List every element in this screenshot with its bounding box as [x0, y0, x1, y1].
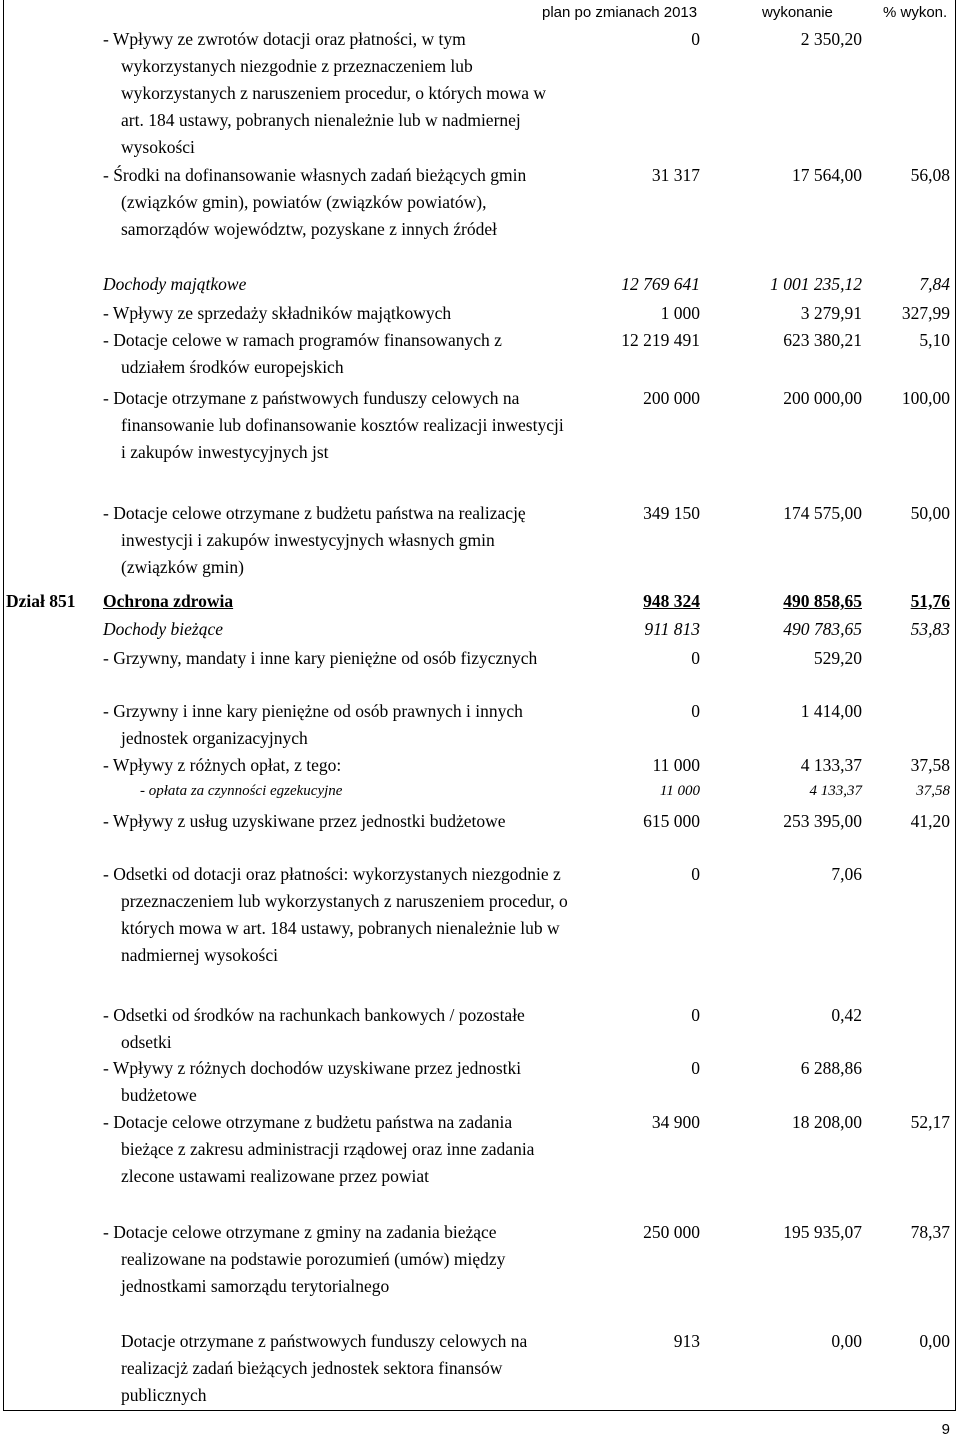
wykonanie-value: 7,06 — [831, 864, 862, 884]
plan-value: 31 317 — [651, 165, 700, 185]
plan-value: 0 — [691, 701, 700, 721]
row-text: Dotacje celowe otrzymane z gminy na zadania bieżące realizowane na podstawie porozumień (umów) między jednostkami samorządu terytorialnego — [113, 1222, 506, 1296]
row-text: Dochody majątkowe — [103, 274, 247, 294]
wykonanie-value: 6 288,86 — [800, 1058, 862, 1078]
row-text: Dotacje otrzymane z państwowych funduszy celowych na realizacjż zadań bieżących jednostek sektora finansów publicznych — [121, 1331, 528, 1405]
plan-value: 200 000 — [643, 388, 700, 408]
wykonanie-value: 4 133,37 — [809, 783, 862, 799]
row-text: Grzywny i inne kary pieniężne od osób prawnych i innych jednostek organizacyjnych — [113, 701, 523, 748]
plan-value: 0 — [691, 1005, 700, 1025]
plan-value: 913 — [673, 1331, 700, 1351]
page-number: 9 — [941, 1421, 950, 1438]
wykonanie-value: 0,42 — [831, 1005, 862, 1025]
wykonanie-value: 490 783,65 — [783, 619, 862, 639]
plan-value: 12 769 641 — [621, 274, 700, 294]
dash: - — [103, 388, 109, 408]
wykonanie-value: 1 001 235,12 — [770, 274, 862, 294]
plan-value: 0 — [691, 864, 700, 884]
dash: - — [103, 1222, 109, 1242]
procent-value: 5,10 — [919, 330, 950, 350]
wykonanie-value: 200 000,00 — [783, 388, 862, 408]
plan-value: 349 150 — [643, 503, 700, 523]
row-text: Dotacje celowe otrzymane z budżetu państwa na zadania bieżące z zakresu administracji rządowej oraz inne zadania zlecone ustawami realizowane przez powiat — [113, 1112, 535, 1186]
header-wykonanie: wykonanie — [762, 4, 833, 21]
procent-value: 37,58 — [916, 783, 950, 799]
wykonanie-value: 195 935,07 — [783, 1222, 862, 1242]
dash: - — [103, 503, 109, 523]
procent-value: 52,17 — [910, 1112, 950, 1132]
wykonanie-value: 490 858,65 — [783, 591, 862, 611]
dash: - — [103, 811, 109, 831]
dash: - — [103, 330, 109, 350]
dash: - — [103, 864, 109, 884]
procent-value: 0,00 — [919, 1331, 950, 1351]
header-plan: plan po zmianach 2013 — [542, 4, 698, 21]
dash: - — [103, 165, 109, 185]
plan-value: 11 000 — [652, 755, 700, 775]
plan-value: 1 000 — [660, 303, 700, 323]
procent-value: 51,76 — [910, 591, 950, 611]
wykonanie-value: 529,20 — [813, 648, 862, 668]
dash: - — [103, 755, 109, 775]
row-text: Wpływy z różnych opłat, z tego: — [112, 755, 342, 775]
row-text: Dotacje celowe w ramach programów finansowanych z udziałem środków europejskich — [113, 330, 502, 377]
row-text: Dotacje celowe otrzymane z budżetu państwa na realizację inwestycji i zakupów inwestycyjnych własnych gmin (związków gmin) — [113, 503, 526, 577]
procent-value: 7,84 — [919, 274, 950, 294]
wykonanie-value: 1 414,00 — [800, 701, 862, 721]
procent-value: 41,20 — [910, 811, 950, 831]
row-text: Dochody bieżące — [103, 619, 224, 639]
row-text: Wpływy z usług uzyskiwane przez jednostki budżetowe — [112, 811, 506, 831]
dash: - — [140, 783, 145, 799]
wykonanie-value: 174 575,00 — [783, 503, 862, 523]
dash: - — [103, 29, 109, 49]
plan-value: 948 324 — [643, 591, 700, 611]
plan-value: 0 — [691, 648, 700, 668]
procent-value: 100,00 — [901, 388, 950, 408]
row-text: Dotacje otrzymane z państwowych funduszy celowych na finansowanie lub dofinansowanie kosztów realizacji inwestycji i zakupów inwestycyjnych jst — [113, 388, 564, 462]
dash: - — [103, 1058, 109, 1078]
plan-value: 34 900 — [651, 1112, 700, 1132]
row-text: Ochrona zdrowia — [103, 591, 234, 611]
wykonanie-value: 4 133,37 — [800, 755, 862, 775]
procent-value: 53,83 — [910, 619, 950, 639]
procent-value: 56,08 — [910, 165, 950, 185]
wykonanie-value: 623 380,21 — [783, 330, 862, 350]
procent-value: 78,37 — [910, 1222, 950, 1242]
row-text: Wpływy ze sprzedaży składników majątkowych — [112, 303, 452, 323]
plan-value: 911 813 — [644, 619, 700, 639]
wykonanie-value: 2 350,20 — [800, 29, 862, 49]
procent-value: 37,58 — [910, 755, 950, 775]
dash: - — [103, 1112, 109, 1132]
row-text: opłata za czynności egzekucyjne — [148, 783, 343, 799]
plan-value: 0 — [691, 29, 700, 49]
plan-value: 615 000 — [643, 811, 700, 831]
row-text: Odsetki od środków na rachunkach bankowych / pozostałe odsetki — [113, 1005, 525, 1052]
wykonanie-value: 0,00 — [831, 1331, 862, 1351]
row-text: Środki na dofinansowanie własnych zadań bieżących gmin (związków gmin), powiatów (związków powiatów), samorządów województw, pozyskane z innych źródeł — [113, 165, 527, 239]
plan-value: 12 219 491 — [621, 330, 700, 350]
wykonanie-value: 3 279,91 — [800, 303, 862, 323]
row-text: Grzywny, mandaty i inne kary pieniężne od osób fizycznych — [113, 648, 538, 668]
row-text: Wpływy z różnych dochodów uzyskiwane przez jednostki budżetowe — [112, 1058, 522, 1105]
dzial-label: Dział 851 — [6, 591, 76, 611]
wykonanie-value: 18 208,00 — [792, 1112, 862, 1132]
plan-value: 11 000 — [659, 783, 700, 799]
procent-value: 50,00 — [910, 503, 950, 523]
procent-value: 327,99 — [901, 303, 950, 323]
header-procent: % wykon. — [883, 4, 948, 21]
row-text: Wpływy ze zwrotów dotacji oraz płatności, w tym wykorzystanych niezgodnie z przeznaczeniem lub wykorzystanych z naruszeniem procedur, o których mowa w art. 184 ustawy, pobranych nienależnie lub w nadmiernej wysokości — [112, 29, 546, 157]
wykonanie-value: 253 395,00 — [783, 811, 862, 831]
dash: - — [103, 701, 109, 721]
row-text: Odsetki od dotacji oraz płatności: wykorzystanych niezgodnie z przeznaczeniem lub wykorzystanych z naruszeniem procedur, o których mowa w art. 184 ustawy, pobranych nienależnie lub w nadmiernej wysokości — [113, 864, 568, 965]
wykonanie-value: 17 564,00 — [792, 165, 862, 185]
dash: - — [103, 1005, 109, 1025]
dash: - — [103, 303, 109, 323]
dash: - — [103, 648, 109, 668]
plan-value: 250 000 — [643, 1222, 700, 1242]
plan-value: 0 — [691, 1058, 700, 1078]
